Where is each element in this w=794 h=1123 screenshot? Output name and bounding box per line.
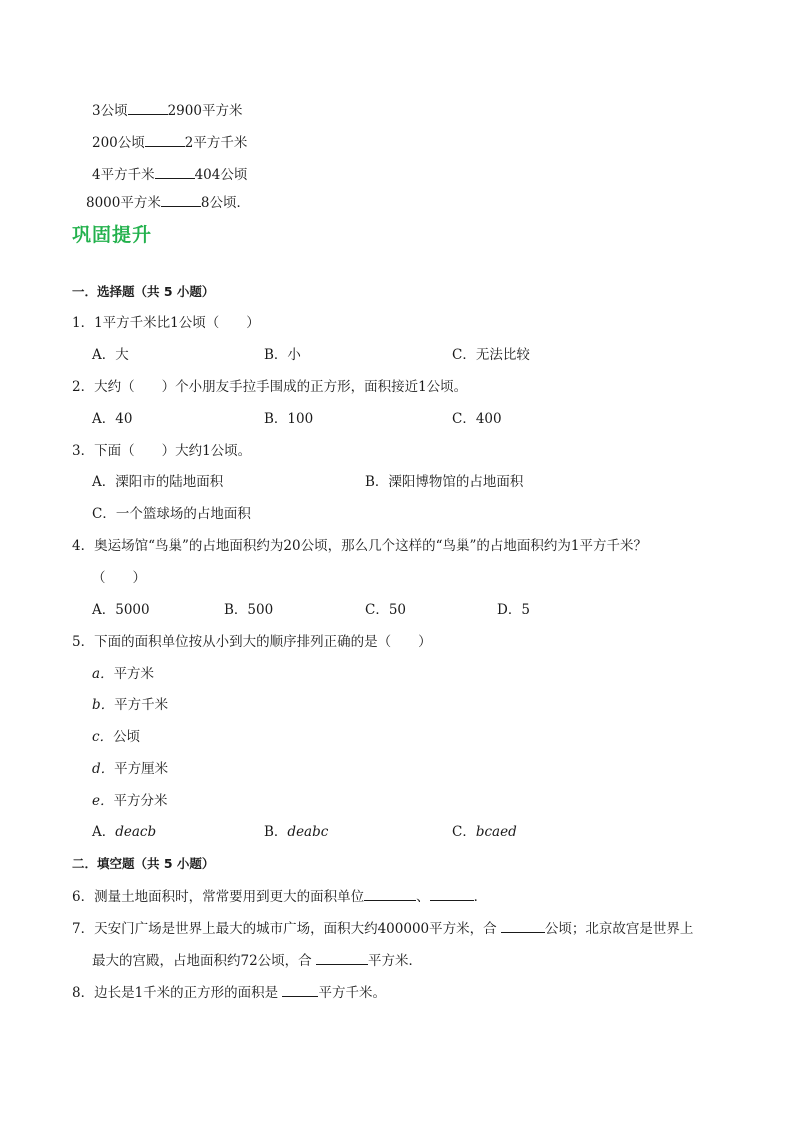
exercise-left: 4平方千米 <box>92 167 155 183</box>
answer-blank <box>364 886 416 901</box>
q6-separator: 、 <box>416 889 430 905</box>
q3-stem: 3．下面（ ）大约1公顷。 <box>72 443 252 459</box>
q7-text-after: 平方米． <box>367 953 422 969</box>
q7-line2 <box>92 950 422 971</box>
q8-text-after: 平方千米。 <box>318 985 386 1001</box>
exercise-left: 3公顷 <box>92 103 128 119</box>
exercise-2 <box>92 132 247 153</box>
q3-option-a: A．溧阳市的陆地面积 <box>92 474 224 490</box>
q5-item-e <box>92 791 168 811</box>
item-letter: e． <box>92 793 114 809</box>
item-text: 平方千米 <box>114 697 169 713</box>
q6 <box>72 886 487 907</box>
exercise-left: 8000平方米 <box>86 195 161 211</box>
part1-heading: 一．选择题（共 5 小题） <box>72 284 215 299</box>
answer-blank <box>430 886 474 901</box>
q8 <box>72 982 386 1003</box>
exercise-3 <box>92 164 247 185</box>
q5-option-c <box>452 822 517 842</box>
answer-blank <box>128 100 168 115</box>
item-text: 公顷 <box>113 729 141 745</box>
q4-option-d: D．5 <box>497 602 530 618</box>
q1-option-c: C．无法比较 <box>452 347 530 363</box>
section-title: 巩固提升 <box>72 224 153 246</box>
exercise-right: 2平方千米 <box>184 135 248 151</box>
option-text: deabc <box>287 824 329 840</box>
q7-text-before: 7．天安门广场是世界上最大的城市广场，面积大约400000平方米，合 <box>72 921 501 937</box>
answer-blank <box>145 132 185 147</box>
part2-heading: 二．填空题（共 5 小题） <box>72 856 215 871</box>
option-text: deacb <box>115 824 157 840</box>
q1-option-b: B．小 <box>264 347 301 363</box>
answer-blank <box>501 918 545 933</box>
q1-stem: 1．1平方千米比1公顷（ ） <box>72 315 260 331</box>
answer-blank <box>282 982 318 997</box>
q1-option-a: A．大 <box>92 347 129 363</box>
q5-item-c <box>92 727 140 747</box>
q4-option-b: B．500 <box>224 602 274 618</box>
item-text: 平方厘米 <box>114 761 169 777</box>
answer-blank <box>316 950 368 965</box>
exercise-1 <box>92 100 242 121</box>
option-prefix: C． <box>452 824 476 840</box>
q5-item-d <box>92 759 168 779</box>
q5-option-b <box>264 822 328 842</box>
q3-option-b: B．溧阳博物馆的占地面积 <box>365 474 524 490</box>
item-letter: b． <box>92 697 115 713</box>
exercise-left: 200公顷 <box>92 135 145 151</box>
q7-line1 <box>72 918 693 939</box>
q2-option-b: B．100 <box>264 411 314 427</box>
q3-option-c: C．一个篮球场的占地面积 <box>92 506 251 522</box>
q5-item-b <box>92 695 168 715</box>
q4-option-c: C．50 <box>365 602 407 618</box>
q6-text-after: ． <box>473 889 488 905</box>
q2-option-c: C．400 <box>452 411 502 427</box>
q7-text-after: 公顷；北京故宫是世界上 <box>544 921 694 937</box>
exercise-right: 8公顷． <box>200 195 250 211</box>
answer-blank <box>155 164 195 179</box>
q4-stem: 4．奥运场馆“鸟巢”的占地面积约为20公顷，那么几个这样的“鸟巢”的占地面积约为1平方千米？ <box>72 538 647 554</box>
exercise-right: 404公顷 <box>194 167 248 183</box>
exercise-right: 2900平方米 <box>167 103 243 119</box>
answer-blank <box>161 192 201 207</box>
item-letter: a． <box>92 666 114 682</box>
q2-stem: 2．大约（ ）个小朋友手拉手围成的正方形，面积接近1公顷。 <box>72 379 468 395</box>
option-text: bcaed <box>475 824 517 840</box>
item-text: 平方分米 <box>113 793 168 809</box>
q8-text-before: 8．边长是1千米的正方形的面积是 <box>72 985 283 1001</box>
q5-stem: 5．下面的面积单位按从小到大的顺序排列正确的是（ ） <box>72 634 432 650</box>
q4-option-a: A．5000 <box>92 602 150 618</box>
q4-paren: （ ） <box>92 570 146 586</box>
q2-option-a: A．40 <box>92 411 133 427</box>
q6-text-before: 6．测量土地面积时，常常要用到更大的面积单位 <box>72 889 365 905</box>
item-text: 平方米 <box>113 666 155 682</box>
q7-text-before: 最大的宫殿，占地面积约72公顷，合 <box>92 953 316 969</box>
item-letter: c． <box>92 729 114 745</box>
item-letter: d． <box>92 761 115 777</box>
q5-item-a <box>92 664 154 684</box>
option-prefix: A． <box>92 824 116 840</box>
exercise-4 <box>86 192 250 213</box>
option-prefix: B． <box>264 824 288 840</box>
q5-option-a <box>92 822 156 842</box>
